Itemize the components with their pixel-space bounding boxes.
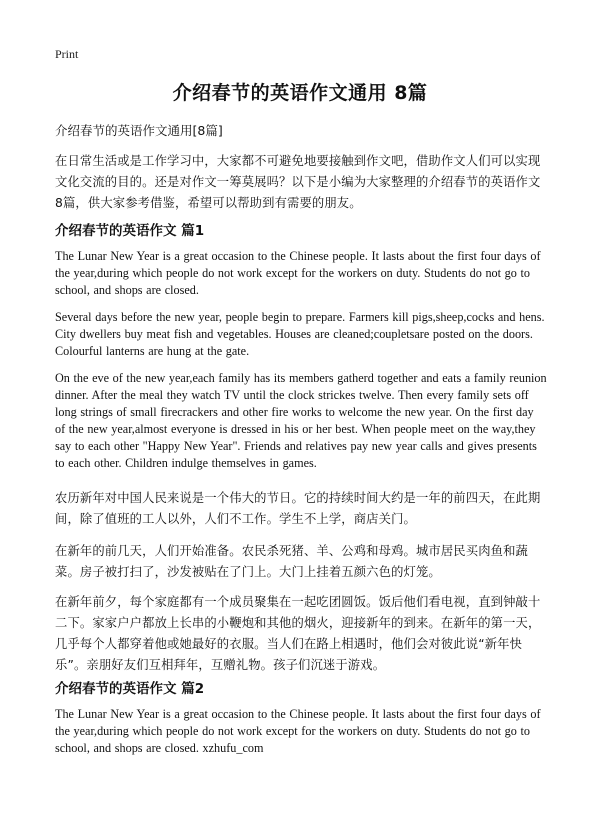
print-link[interactable]: Print [55,47,79,61]
chinese-paragraph: 在新年的前几天，人们开始准备。农民杀死猪、羊、公鸡和母鸡。城市居民买肉鱼和蔬菜。房子被打扫了，沙发被贴在了门上。大门上挂着五颜六色的灯笼。 [55,544,528,579]
english-paragraph: The Lunar New Year is a great occasion to the Chinese people. It lasts about the first four days of the year,during which people do not work except for the workers on duty. Students do not go to school, and shops are closed. [55,249,541,297]
intro-paragraph: 在日常生活或是工作学习中，大家都不可避免地要接触到作文吧，借助作文人们可以实现文化交流的目的。还是对作文一筹莫展吗？以下是小编为大家整理的介绍春节的英语作文8篇，供大家参考借鉴，希望可以帮助到有需要的朋友。 [55,154,541,210]
page-subtitle: 介绍春节的英语作文通用[8篇] [55,123,223,138]
section-heading-1: 介绍春节的英语作文 篇1 [55,223,205,239]
english-paragraph: The Lunar New Year is a great occasion to the Chinese people. It lasts about the first four days of the year,during which people do not work except for the workers on duty. Students do not go to school, and shops are closed. xzhufu_com [55,707,541,755]
page-title: 介绍春节的英语作文通用 8篇 [172,82,428,104]
english-paragraph: Several days before the new year, people begin to prepare. Farmers kill pigs,sheep,cocks and hens. City dwellers buy meat fish and vegetables. Houses are cleaned;coupletsare posted on the doors. Colourful lanterns are hung at the gate. [55,310,545,358]
english-paragraph: On the eve of the new year,each family has its members gatherd together and eats a family reunion dinner. After the meal they watch TV until the clock strickes twelve. Then every family sets off long strings of small firecrackers and other fire works to welcome the new year. On the first day of the new year,almost everyone is dressed in his or her best. When people meet on the way,they say to each other "Happy New Year". Friends and relatives pay new year calls and gives presents to each other. Children indulge themselves in games. [55,371,547,470]
chinese-paragraph: 农历新年对中国人民来说是一个伟大的节日。它的持续时间大约是一年的前四天，在此期间，除了值班的工人以外，人们不工作。学生不上学，商店关门。 [55,491,541,526]
section-heading-2: 介绍春节的英语作文 篇2 [55,681,205,697]
chinese-paragraph: 在新年前夕，每个家庭都有一个成员聚集在一起吃团圆饭。饭后他们看电视，直到钟敲十二下。家家户户都放上长串的小鞭炮和其他的烟火，迎接新年的到来。在新年的第一天，几乎每个人都穿着他或她最好的衣服。当人们在路上相遇时，他们会对彼此说“新年快乐”。亲朋好友们互相拜年，互赠礼物。孩子们沉迷于游戏。 [55,595,541,672]
